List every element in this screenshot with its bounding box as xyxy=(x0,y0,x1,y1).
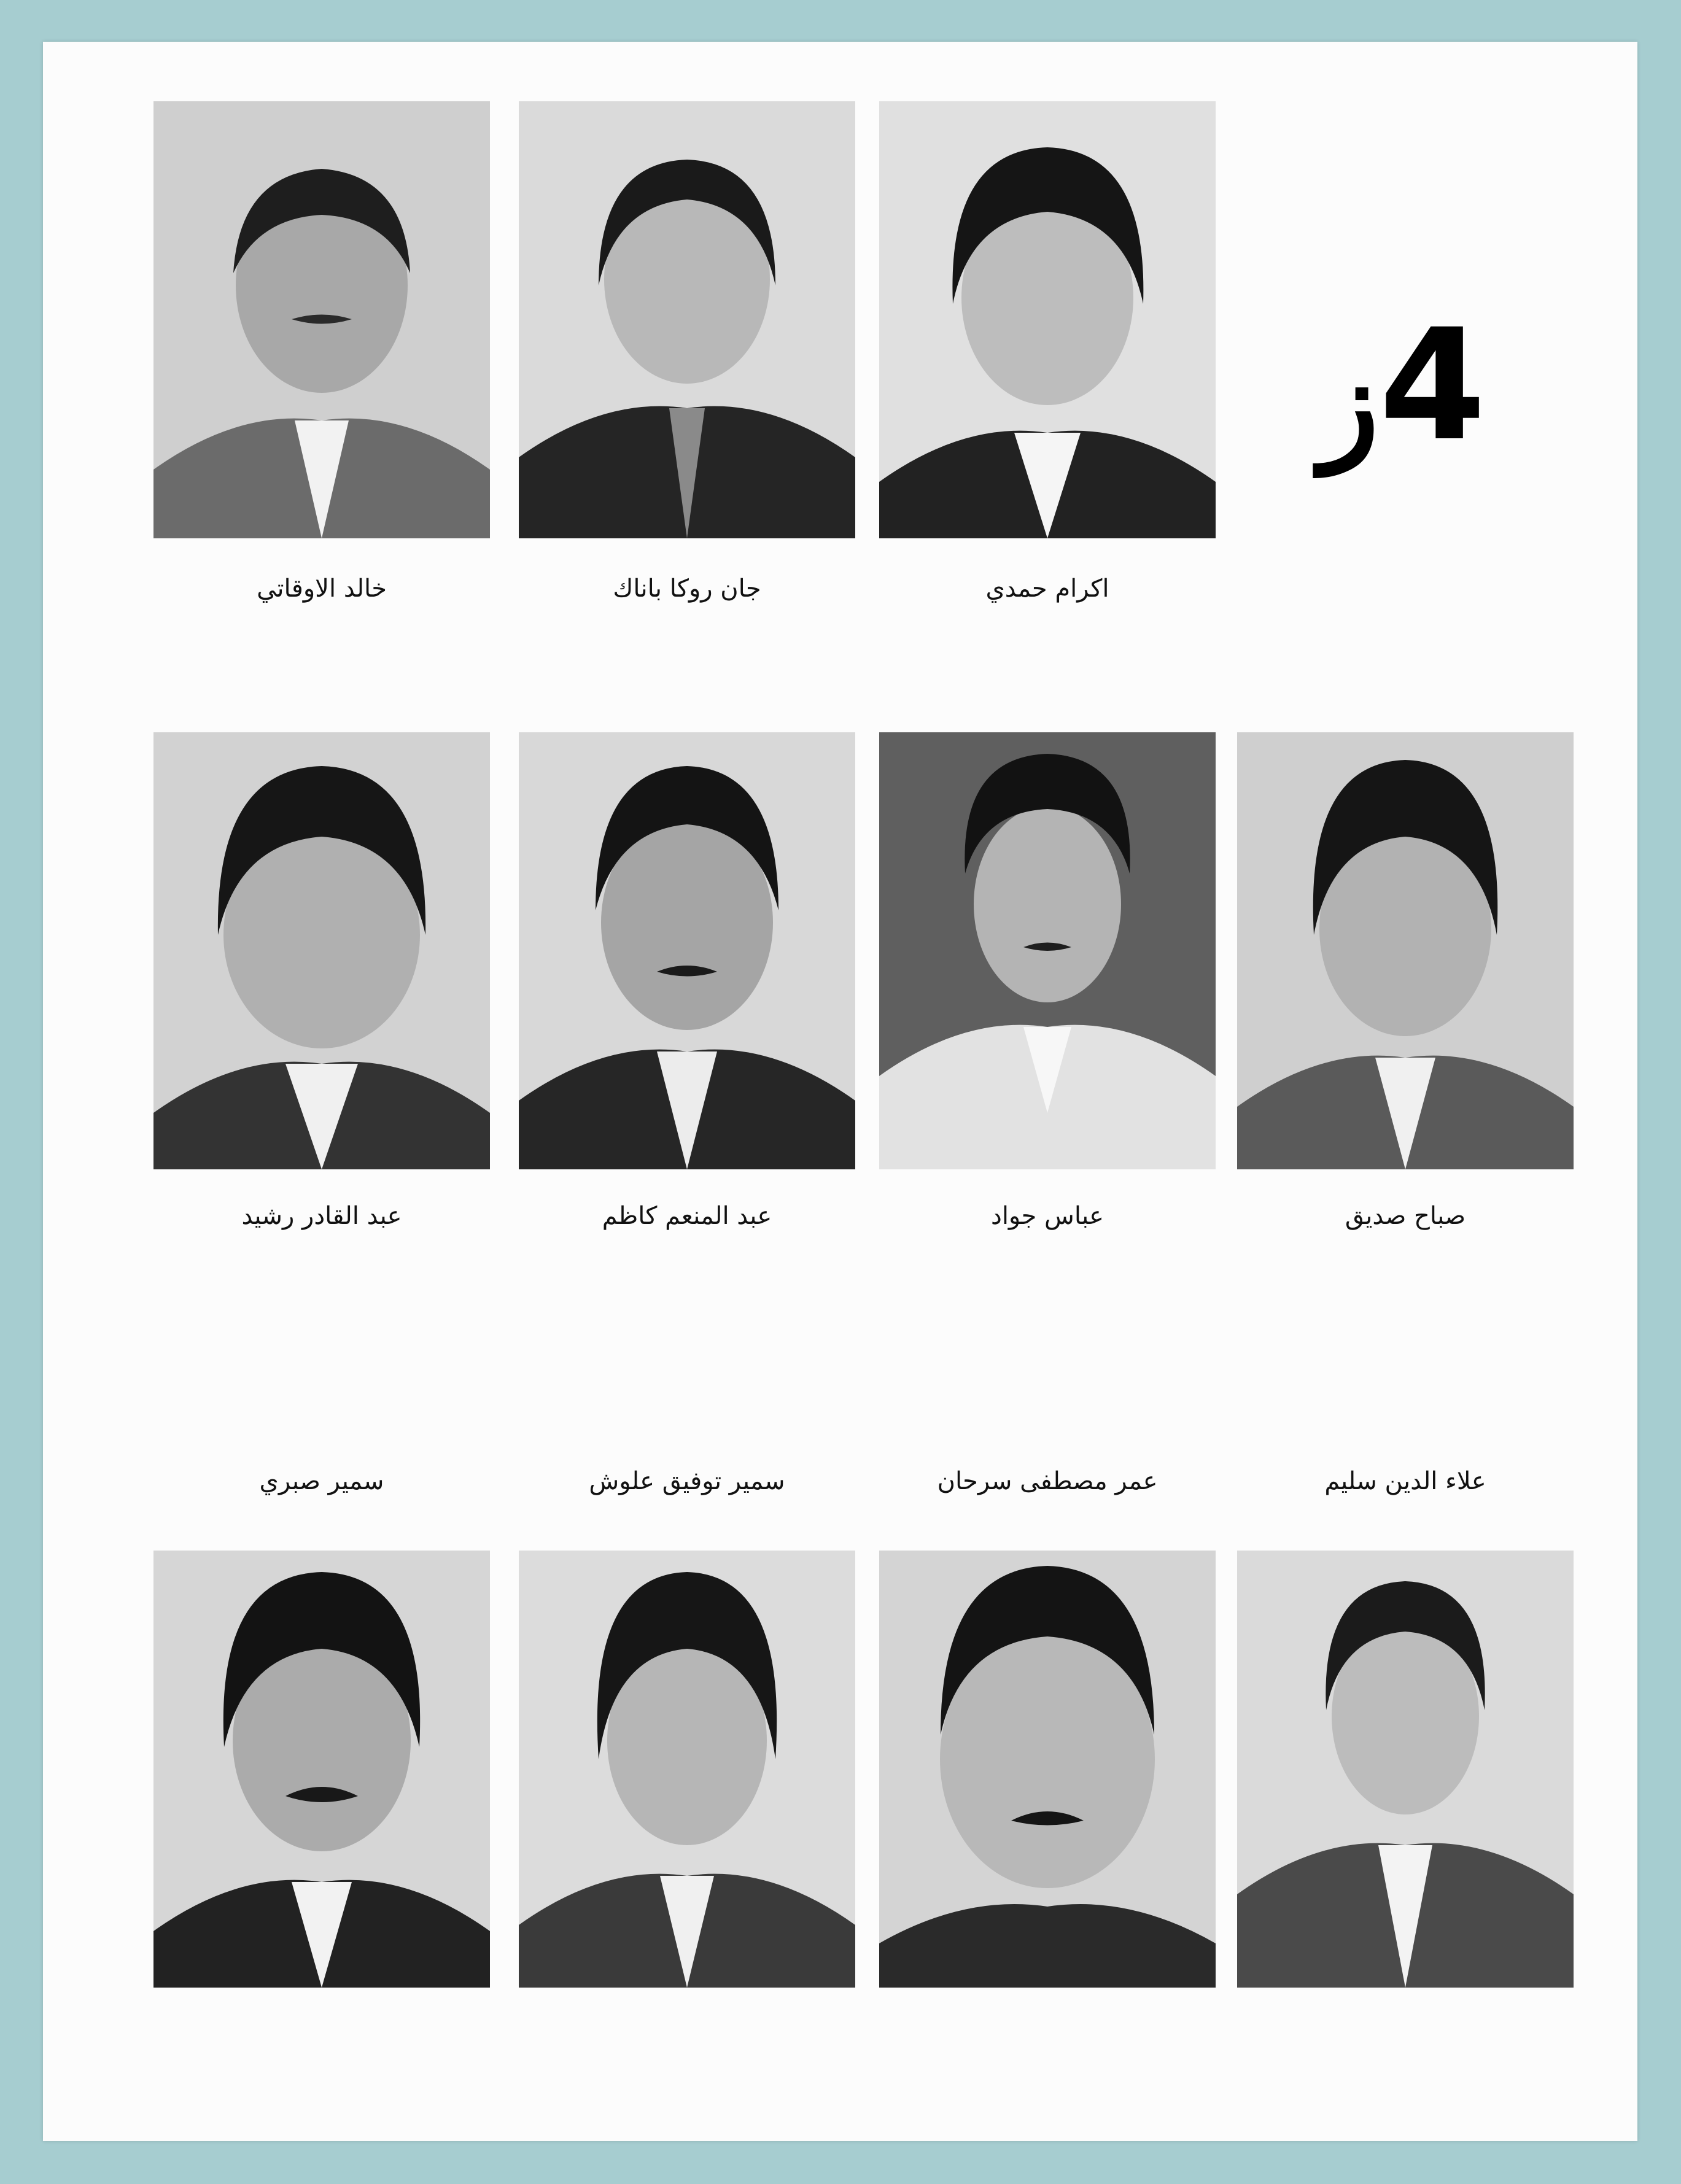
student-name: عبد القادر رشيد xyxy=(241,1202,402,1230)
yearbook-page xyxy=(43,42,1637,2141)
portrait-silhouette xyxy=(519,732,855,1169)
student-name: عمر مصطفى سرحان xyxy=(937,1467,1158,1495)
student-photo-omar xyxy=(879,1551,1216,1988)
portrait-silhouette xyxy=(879,101,1216,538)
portrait-silhouette xyxy=(153,732,490,1169)
portrait-silhouette xyxy=(879,1551,1216,1988)
class-number: 4 xyxy=(1379,296,1486,474)
student-photo-samir-tawfiq xyxy=(519,1551,855,1988)
portrait-silhouette xyxy=(153,1551,490,1988)
student-name: علاء الدين سليم xyxy=(1324,1467,1486,1495)
student-photo-jean xyxy=(519,101,855,538)
student-name: سمير صبري xyxy=(259,1467,384,1495)
portrait-silhouette xyxy=(1237,732,1574,1169)
student-name: سمير توفيق علوش xyxy=(589,1467,785,1495)
student-photo-abdulmunim xyxy=(519,732,855,1169)
student-name: جان روكا باناك xyxy=(613,575,761,603)
student-photo-khalid xyxy=(153,101,490,538)
portrait-silhouette xyxy=(519,1551,855,1988)
portrait-silhouette xyxy=(1237,1551,1574,1988)
student-name: اكرام حمدي xyxy=(985,575,1109,603)
student-photo-abbas xyxy=(879,732,1216,1169)
class-letter: ز xyxy=(1319,331,1380,476)
student-photo-abdulqader xyxy=(153,732,490,1169)
student-photo-sabah xyxy=(1237,732,1574,1169)
student-name: صباح صديق xyxy=(1345,1202,1466,1230)
portrait-silhouette xyxy=(519,101,855,538)
student-name: خالد الاوقاتي xyxy=(257,575,387,603)
portrait-silhouette xyxy=(879,732,1216,1169)
class-section-label xyxy=(1302,284,1504,487)
student-photo-samir-sabri xyxy=(153,1551,490,1988)
student-name: عباس جواد xyxy=(991,1202,1104,1230)
student-name: عبد المنعم كاظم xyxy=(602,1202,772,1230)
portrait-silhouette xyxy=(153,101,490,538)
student-photo-ikram xyxy=(879,101,1216,538)
student-photo-alaa xyxy=(1237,1551,1574,1988)
